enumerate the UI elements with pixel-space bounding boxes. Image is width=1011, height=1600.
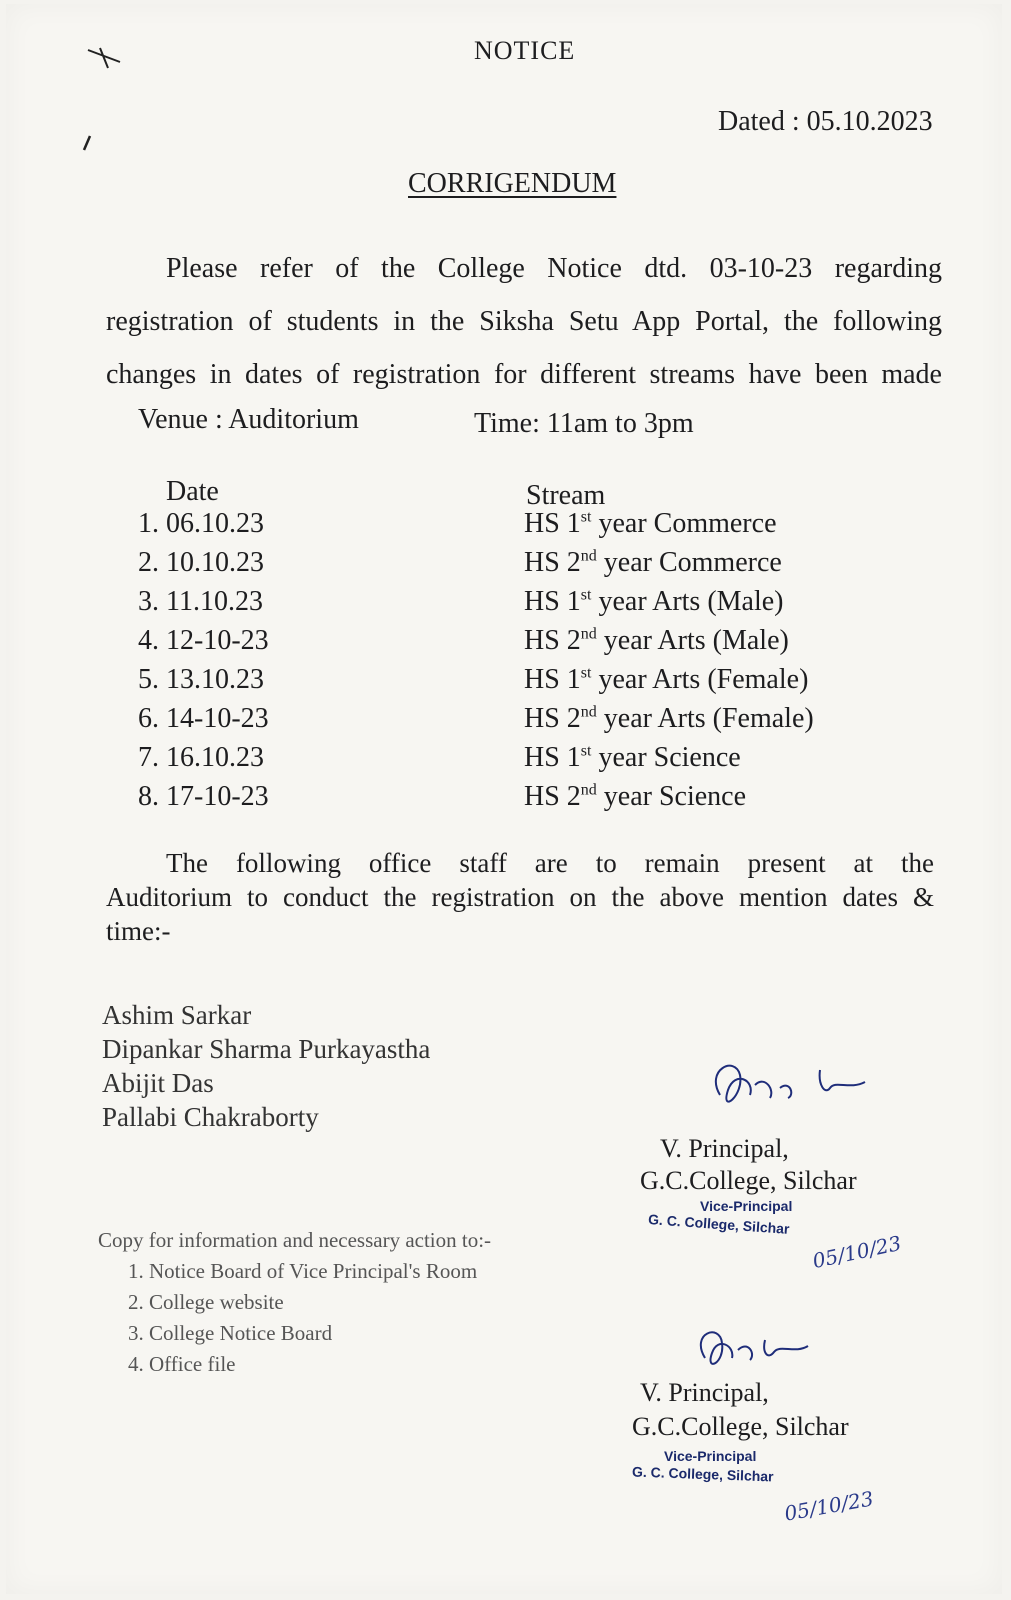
row-stream: [524, 742, 741, 774]
stream-ordinal: nd: [580, 703, 597, 721]
stream-prefix: HS 1: [524, 742, 581, 773]
stream-ordinal: nd: [580, 781, 597, 799]
copy-to-item: 4. Office file: [128, 1352, 236, 1376]
staff-name: Dipankar Sharma Purkayastha: [102, 1034, 431, 1064]
stamp-college: G. C. College, Silchar: [647, 1211, 790, 1237]
notice-date: Dated : 05.10.2023: [718, 106, 933, 137]
stream-ordinal: st: [580, 586, 592, 604]
stream-prefix: HS 1: [524, 508, 581, 539]
row-date: 1. 06.10.23: [138, 508, 264, 539]
signature-scribble: [700, 1050, 870, 1120]
stream-ordinal: st: [580, 742, 592, 760]
staff-name: Pallabi Chakraborty: [102, 1102, 319, 1132]
stream-prefix: HS 2: [524, 625, 581, 656]
stream-suffix: year Arts (Male): [596, 625, 789, 656]
signatory-college: G.C.College, Silchar: [640, 1166, 857, 1195]
stream-suffix: year Commerce: [596, 547, 782, 578]
staff-name: Abijit Das: [102, 1068, 214, 1098]
stream-prefix: HS 2: [524, 547, 581, 578]
row-stream: [524, 508, 777, 540]
staff-name: Ashim Sarkar: [102, 1000, 252, 1030]
handwritten-date: 05/10/23: [810, 1230, 904, 1274]
stream-ordinal: nd: [580, 625, 597, 643]
intro-paragraph: [106, 242, 942, 401]
table-row: [0, 664, 1011, 702]
stream-suffix: year Science: [596, 781, 747, 812]
signatory-college: G.C.College, Silchar: [632, 1412, 849, 1441]
stream-suffix: year Arts (Female): [591, 664, 809, 695]
staff-paragraph-line: time:-: [106, 916, 171, 946]
row-date: 8. 17-10-23: [138, 781, 269, 812]
stream-suffix: year Arts (Female): [596, 703, 814, 734]
staff-paragraph-line: Auditorium to conduct the registration on the above mention dates &: [106, 882, 934, 912]
time-text: Time: 11am to 3pm: [474, 408, 694, 439]
intro-line: Please refer of the College Notice dtd. 03-10-23 regarding: [166, 253, 942, 284]
stamp-title: Vice-Principal: [664, 1448, 757, 1464]
table-header-date: Date: [166, 476, 219, 507]
intro-line: changes in dates of registration for different streams have been made: [106, 359, 942, 390]
signatory-designation: V. Principal,: [660, 1134, 789, 1163]
copy-to-item: 2. College website: [128, 1290, 284, 1314]
row-date: 6. 14-10-23: [138, 703, 269, 734]
row-date: 3. 11.10.23: [138, 586, 263, 617]
stream-prefix: HS 2: [524, 703, 581, 734]
table-header-stream: Stream: [526, 480, 606, 511]
table-row: [0, 586, 1011, 624]
table-row: [0, 781, 1011, 819]
corrigendum-title: CORRIGENDUM: [408, 168, 617, 199]
pen-mark: [80, 40, 140, 160]
table-row: [0, 742, 1011, 780]
stream-prefix: HS 1: [524, 664, 581, 695]
stream-suffix: year Commerce: [591, 508, 777, 539]
stream-suffix: year Arts (Male): [591, 586, 784, 617]
stamp-title: Vice-Principal: [700, 1198, 793, 1214]
row-stream: [524, 664, 808, 696]
table-row: [0, 508, 1011, 546]
staff-paragraph-line: The following office staff are to remain present at the: [166, 848, 934, 878]
handwritten-date: 05/10/23: [782, 1486, 876, 1526]
copy-to-heading: Copy for information and necessary action to:-: [98, 1228, 492, 1252]
row-stream: [524, 625, 789, 657]
stream-ordinal: nd: [580, 547, 597, 565]
copy-to-item: 1. Notice Board of Vice Principal's Room: [128, 1259, 478, 1283]
stream-prefix: HS 2: [524, 781, 581, 812]
table-row: [0, 547, 1011, 585]
table-row: [0, 703, 1011, 741]
intro-line: registration of students in the Siksha Setu App Portal, the following: [106, 306, 942, 337]
row-date: 4. 12-10-23: [138, 625, 269, 656]
row-date: 5. 13.10.23: [138, 664, 264, 695]
stream-ordinal: st: [580, 664, 592, 682]
row-stream: [524, 586, 784, 618]
stream-suffix: year Science: [591, 742, 741, 773]
notice-heading: NOTICE: [474, 36, 576, 65]
row-stream: [524, 703, 814, 735]
signatory-designation: V. Principal,: [640, 1378, 769, 1407]
stream-prefix: HS 1: [524, 586, 581, 617]
row-date: 2. 10.10.23: [138, 547, 264, 578]
row-stream: [524, 781, 746, 813]
staff-paragraph: [106, 846, 934, 948]
stamp-college: G. C. College, Silchar: [631, 1463, 774, 1485]
table-row: [0, 625, 1011, 663]
stream-ordinal: st: [580, 508, 592, 526]
row-stream: [524, 547, 782, 579]
row-date: 7. 16.10.23: [138, 742, 264, 773]
venue-text: Venue : Auditorium: [138, 404, 359, 435]
copy-to-item: 3. College Notice Board: [128, 1321, 333, 1345]
signature-scribble: [690, 1318, 840, 1378]
